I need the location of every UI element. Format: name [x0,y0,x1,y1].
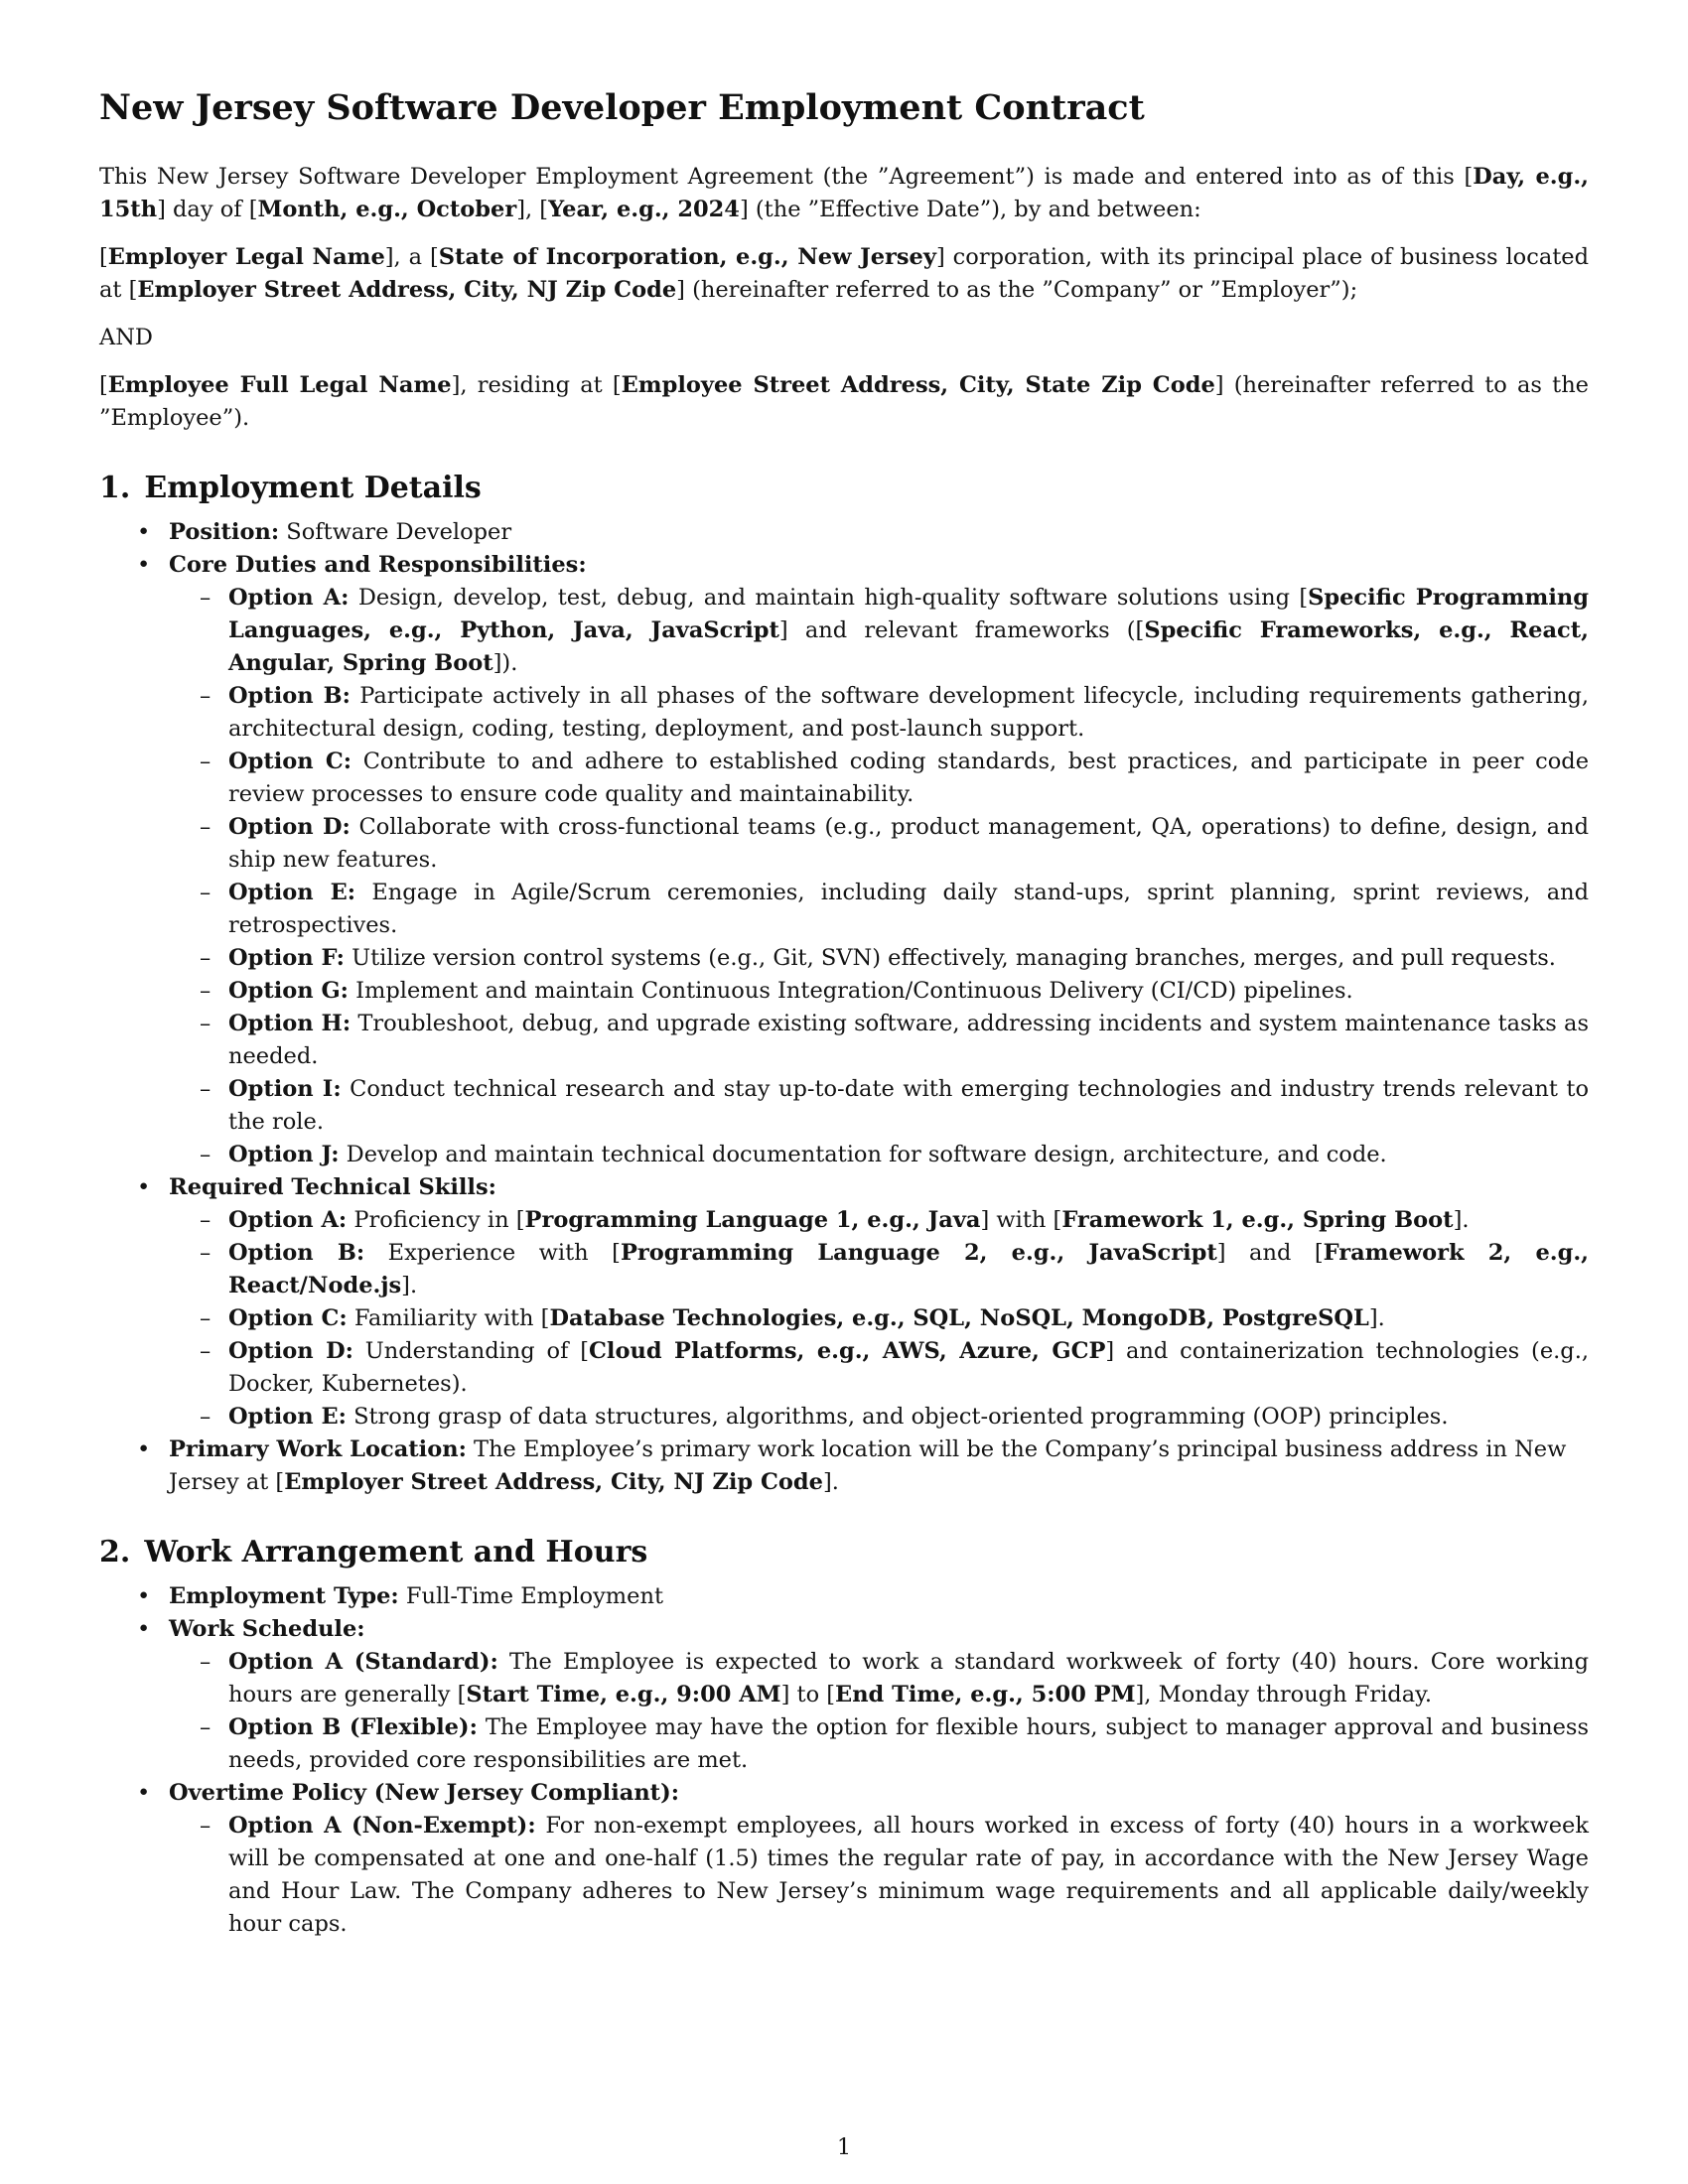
duty-option-f: – Option F: Utilize version control systems (e.g., Git, SVN) effectively, managing branches, merges, and pull requests. [169,942,1589,975]
month-placeholder: Month, e.g., October [257,197,517,222]
employer-address-placeholder: Employer Street Address, City, NJ Zip Code [137,277,677,303]
schedule-option-a: – Option A (Standard): The Employee is expected to work a standard workweek of forty (40) hours. Core working hours are generally [Start Time, e.g., 9:00 AM] to [End Time, e.g., 5:00 PM], Monday through Friday. [169,1646,1589,1711]
employee-name-placeholder: Employee Full Legal Name [107,372,452,398]
skill-option-b: – Option B: Experience with [Programming Language 2, e.g., JavaScript] and [Framework 2, e.g., React/Node.js]. [169,1237,1589,1302]
duty-option-h: – Option H: Troubleshoot, debug, and upgrade existing software, addressing incidents and system maintenance tasks as needed. [169,1008,1589,1073]
skill-option-d: – Option D: Understanding of [Cloud Platforms, e.g., AWS, Azure, GCP] and containerization technologies (e.g., Docker, Kubernetes). [169,1335,1589,1401]
skill-option-c: – Option C: Familiarity with [Database Technologies, e.g., SQL, NoSQL, MongoDB, PostgreSQL]. [169,1302,1589,1335]
duty-option-b: – Option B: Participate actively in all phases of the software development lifecycle, including requirements gathering, architectural design, coding, testing, deployment, and post-launch support. [169,680,1589,746]
schedule-option-b: – Option B (Flexible): The Employee may have the option for flexible hours, subject to manager approval and business needs, provided core responsibilities are met. [169,1711,1589,1777]
duty-option-e: – Option E: Engage in Agile/Scrum ceremonies, including daily stand-ups, sprint planning, sprint reviews, and retrospectives. [169,877,1589,942]
section-heading-work-arrangement: 2. Work Arrangement and Hours [99,1535,648,1570]
duty-option-j: – Option J: Develop and maintain technical documentation for software design, architecture, and code. [169,1139,1589,1171]
list-item-work-location: • Primary Work Location: The Employee’s primary work location will be the Company’s principal business address in New Jersey at [Employer Street Address, City, NJ Zip Code]. [99,1433,1589,1499]
day-placeholder: Day, e.g., 15th [99,164,1589,222]
duty-option-d: – Option D: Collaborate with cross-functional teams (e.g., product management, QA, operations) to define, design, and ship new features. [169,811,1589,877]
employee-address-placeholder: Employee Street Address, City, State Zip Code [621,372,1215,398]
employer-paragraph: [Employer Legal Name], a [State of Incorporation, e.g., New Jersey] corporation, with its principal place of business located at [Employer Street Address, City, NJ Zip Code] (hereinafter referred to as the ”Company” or ”Employer”); [99,244,1589,303]
skills-list [169,1204,1589,1433]
page-number: 1 [836,2134,852,2160]
list-item-skills: • Required Technical Skills: – Option A: Proficiency in [Programming Language 1, e.g., Java] with [Framework 1, e.g., Spring Boot]. – Option B: Experience with [Programming Language 2, e.g., JavaScript] and [Framework 2, e.g., React/Node.js]. – Option C: Familiarity with [Database Technologies, e.g., SQL, NoSQL, MongoDB, PostgreSQL]. – Option D: Understanding of [Cloud Platforms, e.g., AWS, Azure, GCP] and containerization technologies (e.g., Docker, Kubernetes). – Option E: Strong grasp of data structures, algorithms, and object-oriented programming (OOP) principles. [99,1171,1589,1433]
document-title: New Jersey Software Developer Employment Contract [99,87,1145,128]
skill-option-a: – Option A: Proficiency in [Programming Language 1, e.g., Java] with [Framework 1, e.g., Spring Boot]. [169,1204,1589,1237]
employment-details-list [99,516,1589,1499]
intro-paragraph: This New Jersey Software Developer Employment Agreement (the ”Agreement”) is made and entered into as of this [Day, e.g., 15th] day of [Month, e.g., October], [Year, e.g., 2024] (the ”Effective Date”), by and between: [99,164,1589,222]
work-arrangement-list [99,1580,1589,1941]
state-placeholder: State of Incorporation, e.g., New Jersey [438,244,936,270]
duty-option-c: – Option C: Contribute to and adhere to established coding standards, best practices, and participate in peer code review processes to ensure code quality and maintainability. [169,746,1589,811]
skill-option-e: – Option E: Strong grasp of data structures, algorithms, and object-oriented programming (OOP) principles. [169,1401,1589,1433]
duty-option-i: – Option I: Conduct technical research and stay up-to-date with emerging technologies and industry trends relevant to the role. [169,1073,1589,1139]
list-item-duties: • Core Duties and Responsibilities: – Option A: Design, develop, test, debug, and maintain high-quality software solutions using [Specific Programming Languages, e.g., Python, Java, JavaScript] and relevant frameworks ([Specific Frameworks, e.g., React, Angular, Spring Boot]). – Option B: Participate actively in all phases of the software development lifecycle, including requirements gathering, architectural design, coding, testing, deployment, and post-launch support. – Option C: Contribute to and adhere to established coding standards, best practices, and participate in peer code review processes to ensure code quality and maintainability. – Option D: Collaborate with cross-functional teams (e.g., product management, QA, operations) to define, design, and ship new features. – Option E: Engage in Agile/Scrum ceremonies, including daily stand-ups, sprint planning, sprint reviews, and retrospectives. – Option F: Utilize version control systems (e.g., Git, SVN) effectively, managing branches, merges, and pull requests. – Option G: Implement and maintain Continuous Integration/Continuous Delivery (CI/CD) pipelines. – Option H: Troubleshoot, debug, and upgrade existing software, addressing incidents and system maintenance tasks as needed. – Option I: Conduct technical research and stay up-to-date with emerging technologies and industry trends relevant to the role. – Option J: Develop and maintain technical documentation for software design, architecture, and code. [99,549,1589,1171]
duty-option-g: – Option G: Implement and maintain Continuous Integration/Continuous Delivery (CI/CD) pipelines. [169,975,1589,1008]
list-item-employment-type: • Employment Type: Full-Time Employment [99,1580,1589,1613]
duty-option-a: – Option A: Design, develop, test, debug, and maintain high-quality software solutions using [Specific Programming Languages, e.g., Python, Java, JavaScript] and relevant frameworks ([Specific Frameworks, e.g., React, Angular, Spring Boot]). [169,582,1589,680]
list-item-position: • Position: Software Developer [99,516,1589,549]
duties-list [169,582,1589,1171]
employer-name-placeholder: Employer Legal Name [107,244,385,270]
overtime-option-a: – Option A (Non-Exempt): For non-exempt employees, all hours worked in excess of forty (40) hours in a workweek will be compensated at one and one-half (1.5) times the regular rate of pay, in accordance with the New Jersey Wage and Hour Law. The Company adheres to New Jersey’s minimum wage requirements and all applicable daily/weekly hour caps. [169,1810,1589,1941]
document-page [99,85,1589,1941]
schedule-list [169,1646,1589,1777]
list-item-overtime-policy: • Overtime Policy (New Jersey Compliant): – Option A (Non-Exempt): For non-exempt employees, all hours worked in excess of forty (40) hours in a workweek will be compensated at one and one-half (1.5) times the regular rate of pay, in accordance with the New Jersey Wage and Hour Law. The Company adheres to New Jersey’s minimum wage requirements and all applicable daily/weekly hour caps. [99,1777,1589,1941]
section-heading-employment-details: 1. Employment Details [99,471,482,505]
list-item-work-schedule: • Work Schedule: – Option A (Standard): The Employee is expected to work a standard workweek of forty (40) hours. Core working hours are generally [Start Time, e.g., 9:00 AM] to [End Time, e.g., 5:00 PM], Monday through Friday. – Option B (Flexible): The Employee may have the option for flexible hours, subject to manager approval and business needs, provided core responsibilities are met. [99,1613,1589,1777]
overtime-list [169,1810,1589,1941]
and-separator: AND [99,325,153,350]
year-placeholder: Year, e.g., 2024 [548,197,740,222]
employee-paragraph: [Employee Full Legal Name], residing at [Employee Street Address, City, State Zip Code] (hereinafter referred to as the ”Employee”). [99,372,1589,431]
